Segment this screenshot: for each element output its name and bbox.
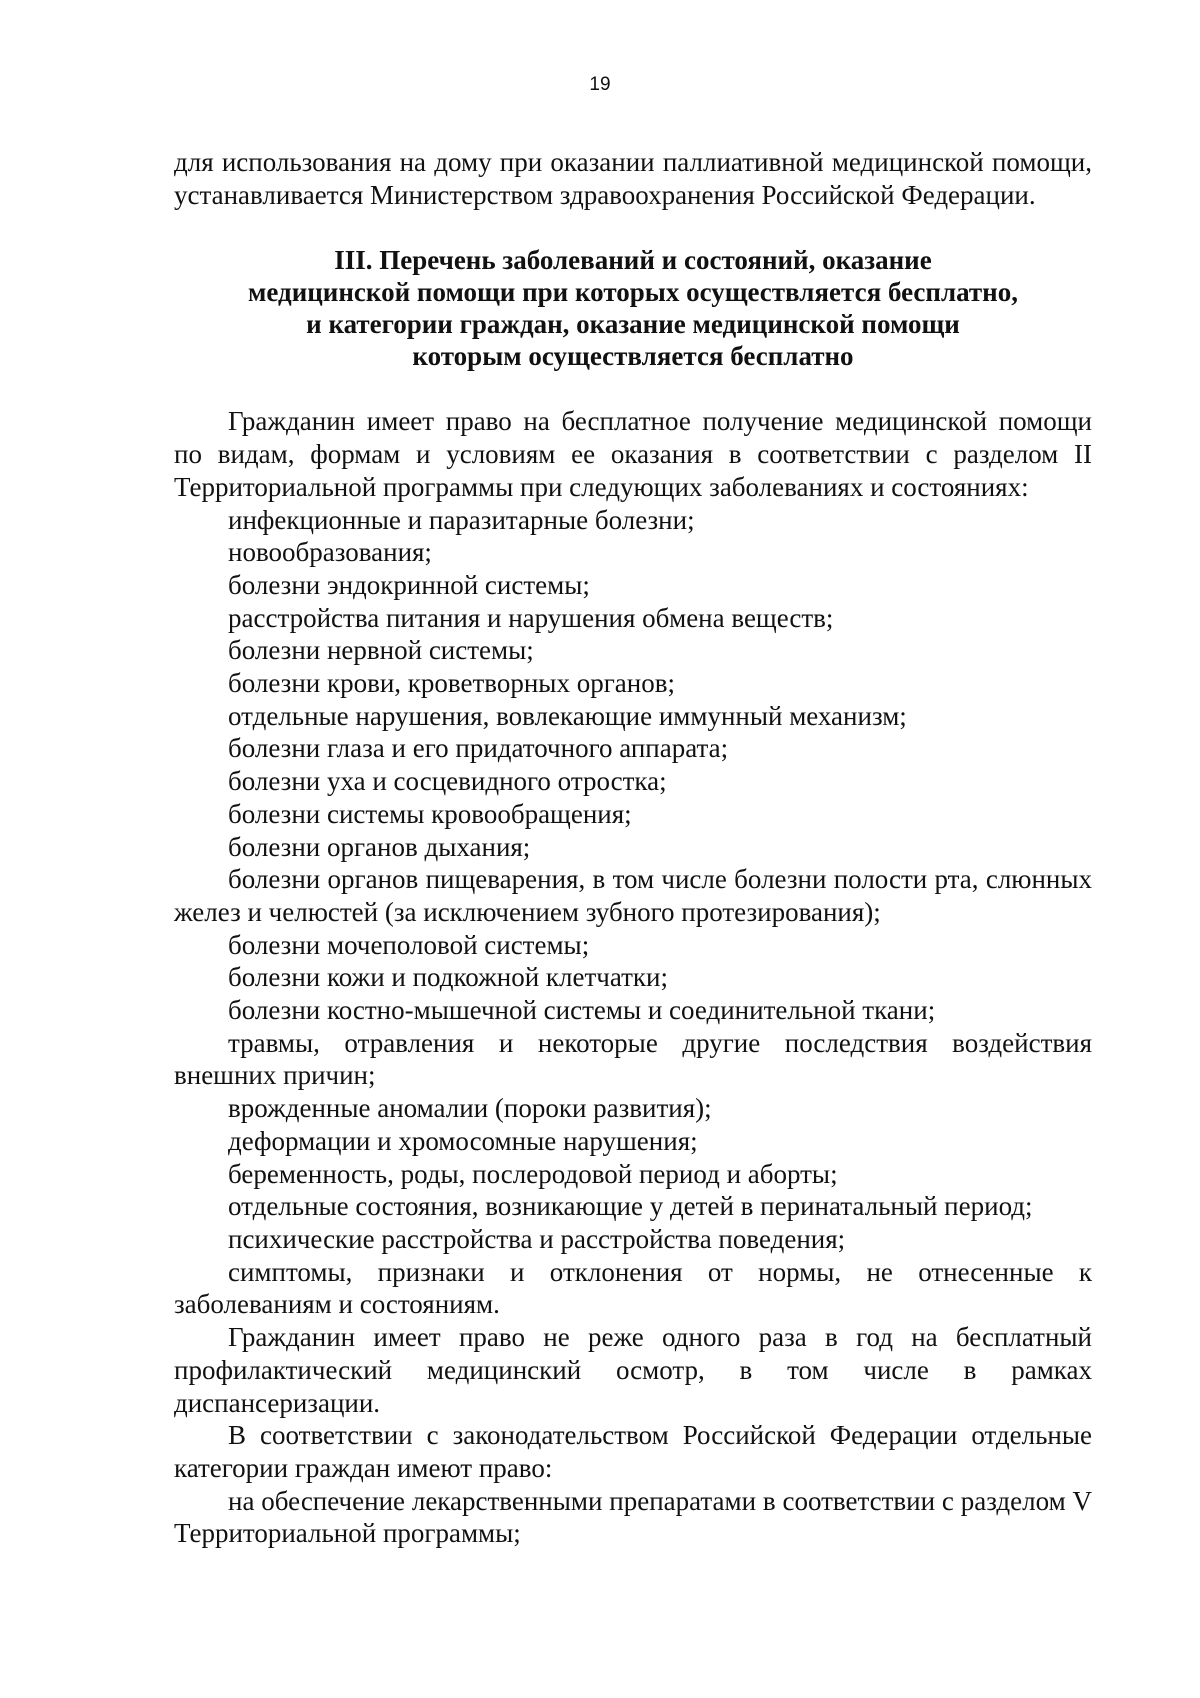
page-number: 19 xyxy=(589,74,611,95)
section-title-line: медицинской помощи при которых осуществляется бесплатно, xyxy=(248,277,1018,308)
disease-list-item: болезни крови, кроветворных органов; xyxy=(228,668,675,699)
section-title-line: которым осуществляется бесплатно xyxy=(412,341,854,372)
section-title-line: и категории граждан, оказание медицинской помощи xyxy=(306,309,960,340)
disease-list-item: отдельные состояния, возникающие у детей в перинатальный период; xyxy=(228,1191,1033,1222)
disease-list-item: болезни органов пищеварения, в том числе болезни полости рта, слюнных желез и челюстей (за исключением зубного протезирования); xyxy=(174,864,1092,927)
medicines-paragraph: на обеспечение лекарственными препаратами в соответствии с разделом V Территориальной программы; xyxy=(174,1485,1092,1549)
disease-list-item: симптомы, признаки и отклонения от нормы, не отнесенные к заболеваниям и состояниям. xyxy=(174,1256,1092,1320)
document-content xyxy=(174,146,1092,1550)
disease-list-item: болезни мочеполовой системы; xyxy=(228,929,590,960)
categories-paragraph: В соответствии с законодательством Российской Федерации отдельные категории граждан имеют право: xyxy=(174,1420,1092,1483)
disease-list-item: болезни уха и сосцевидного отростка; xyxy=(228,766,667,797)
disease-list-item: деформации и хромосомные нарушения; xyxy=(228,1125,698,1156)
disease-list-item: расстройства питания и нарушения обмена веществ; xyxy=(228,602,834,633)
checkup-paragraph: Гражданин имеет право не реже одного раза в год на бесплатный профилактический медицинский осмотр, в том числе в рамках диспансеризации. xyxy=(174,1322,1092,1418)
lead-paragraph: Гражданин имеет право на бесплатное получение медицинской помощи по видам, формам и условиям ее оказания в соответствии с разделом II Территориальной программы при следующих заболеваниях и состояниях: xyxy=(174,406,1092,502)
disease-list-item: психические расстройства и расстройства поведения; xyxy=(228,1223,846,1254)
disease-list-item: болезни глаза и его придаточного аппарата; xyxy=(228,733,729,764)
disease-list-item: болезни органов дыхания; xyxy=(228,831,531,862)
section-title-line: III. Перечень заболеваний и состояний, оказание xyxy=(334,245,932,276)
disease-list-item: болезни костно-мышечной системы и соединительной ткани; xyxy=(228,995,936,1026)
disease-list-item: отдельные нарушения, вовлекающие иммунный механизм; xyxy=(228,700,907,731)
disease-list-item: болезни нервной системы; xyxy=(228,635,534,666)
section-title xyxy=(174,244,1092,372)
disease-list-item: болезни системы кровообращения; xyxy=(228,798,632,829)
disease-list-item: беременность, роды, послеродовой период и аборты; xyxy=(228,1158,838,1189)
disease-list-item: травмы, отравления и некоторые другие последствия воздействия внешних причин; xyxy=(174,1027,1092,1091)
disease-list-item: инфекционные и паразитарные болезни; xyxy=(228,504,695,535)
disease-list-item: новообразования; xyxy=(228,537,432,568)
intro-paragraph: для использования на дому при оказании паллиативной медицинской помощи, устанавливается Министерством здравоохранения Российской Федерации. xyxy=(174,147,1092,210)
disease-list-item: врожденные аномалии (пороки развития); xyxy=(228,1093,712,1124)
disease-list-item: болезни кожи и подкожной клетчатки; xyxy=(228,962,669,993)
disease-list-item: болезни эндокринной системы; xyxy=(228,569,590,600)
